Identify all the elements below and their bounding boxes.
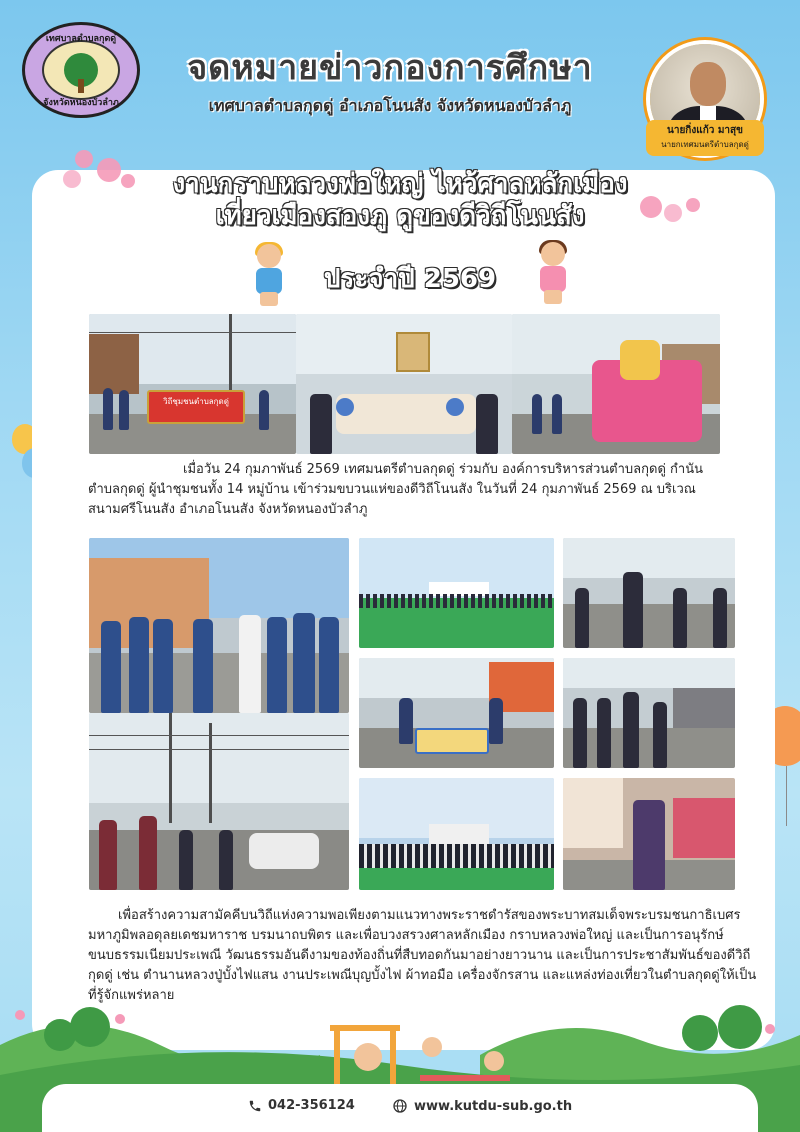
photo-performer [563,778,735,890]
official-nameplate [646,120,764,156]
parade-banner-text: วิถีชุมชนตำบลกุดดู่ [163,397,229,406]
footer-website [392,1098,572,1114]
photo-seated-crowd [359,778,554,890]
photo-market-banner [359,658,554,768]
footer-phone [248,1098,355,1113]
photo-field-ceremony [359,538,554,648]
newsletter-subtitle: เทศบาลตำบลกุดดู่ อำเภอโนนสัง จังหวัดหนองบัวลำภู [208,96,572,115]
balloon-string [786,766,787,826]
headline-line-1: งานกราบหลวงพ่อใหญ่ ไหว้ศาลหลักเมือง [172,169,628,199]
photo-women-procession [563,658,735,768]
photo-basket-dancers [563,538,735,648]
kid-girl-illustration [532,242,574,304]
kid-boy-illustration [248,244,290,306]
photo-street-parade [89,713,349,890]
phone-number: 042-356124 [268,1098,355,1113]
official-title: นายกเทศมนตรีตำบลกุดดู่ [661,140,749,149]
headline-year: ประจำปี 2569 [323,264,497,294]
logo-emblem [42,40,120,100]
logo-text-bottom: จังหวัดหนองบัวลำภู [43,98,119,108]
headline [90,168,710,232]
parade-banner [147,390,245,424]
headline-line-2: เที่ยวเมืองสองภู ดูของดีวิถีโนนสัง [215,201,585,231]
globe-icon [392,1098,408,1114]
logo-text-top: เทศบาลตำบลกุดดู่ [45,34,117,44]
official-name: นายกิ่งแก้ว มาสุข [667,125,743,136]
purpose-paragraph-text: เพื่อสร้างความสามัคคีบนวิถีแห่งความพอเพียงตามแนวทางพระราชดำรัสของพระบาทสมเด็จพระบรมชนกาธิเบศร มหาภูมิพลอดุลยเดชมหาราช บรมนาถบพิตร และเพื่อบวงสรวงศาลหลักเมือง กราบหลวงพ่อใหญ่ และเป็นการอนุรักษ์ขนบธรรมเนียมประเพณี วัฒนธรรมอันดีงามของท้องถิ่นที่สืบทอดกันมาอย่างยาวนาน และเป็นการประชาสัมพันธ์ของดีวิถีกุดดู่ เช่น ตำนานหลวงปู่บั้งไฟแสน งานประเพณีบุญบั้งไฟ ผ้าทอมือ เครื่องจักรสาน และแหล่งท่องเที่ยวในตำบลกุดดู่ให้เป็นที่รู้จักแพร่หลาย [88,908,757,1003]
website-url[interactable]: www.kutdu-sub.go.th [414,1098,573,1114]
tree-icon [64,53,98,87]
photo-group-marchers [89,538,349,713]
purpose-paragraph [88,906,758,1006]
photo-parade-float [512,314,720,454]
municipality-logo [22,22,140,118]
photo-shrine-altar [296,314,512,454]
intro-paragraph-text: เมื่อวัน 24 กุมภาพันธ์ 2569 เทศมนตรีตำบลกุดดู่ ร่วมกับ องค์การบริหารส่วนตำบลกุดดู่ กำนันตำบลกุดดู่ ผู้นำชุมชนทั้ง 14 หมู่บ้าน เข้าร่วมขบวนแห่ของดีวิถีโนนสัง ในวันที่ 24 กุมภาพันธ์ 2569 ณ บริเวณสนามศรีโนนสัง อำเภอโนนสัง จังหวัดหนองบัวลำภู [88,462,703,517]
photo-parade-banner [89,314,296,454]
newsletter-title: จดหมายข่าวกองการศึกษา [187,48,593,88]
phone-icon [248,1099,262,1113]
intro-paragraph [88,460,728,520]
